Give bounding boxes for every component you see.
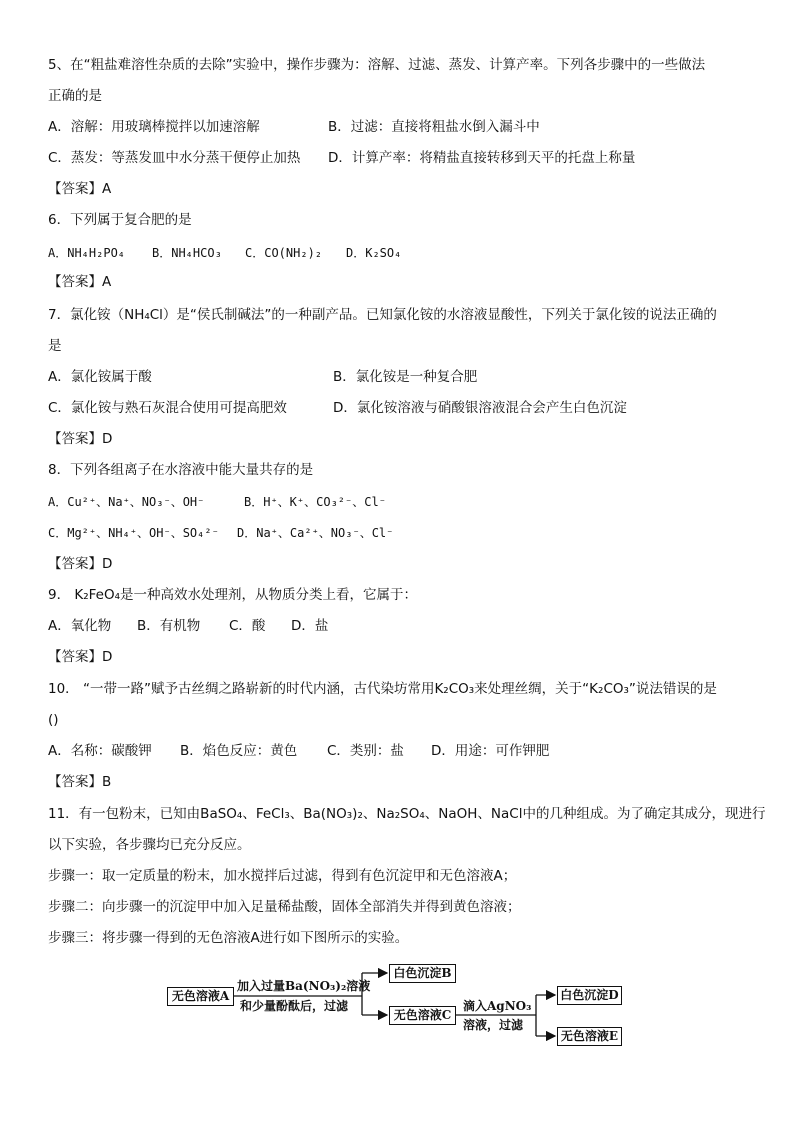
q10-option-a: A．名称：碳酸钾 xyxy=(48,743,152,759)
flow-label-step1-line2: 和少量酚酞后，过滤 xyxy=(240,999,349,1013)
flow-box-solution-e: 无色溶液E xyxy=(557,1027,622,1046)
q5-answer: 【答案】A xyxy=(48,181,112,197)
q8-stem: 8．下列各组离子在水溶液中能大量共存的是 xyxy=(48,462,314,478)
q7-stem-line1: 7．氯化铵（NH₄Cl）是“侯氏制碱法”的一种副产品。已知氯化铵的水溶液显酸性，下列关于氯化铵的说法正确的 xyxy=(48,307,717,323)
q9-option-d: D．盐 xyxy=(291,618,329,634)
q7-option-c: C．氯化铵与熟石灰混合使用可提高肥效 xyxy=(48,400,287,416)
q8-option-c: C．Mg²⁺、NH₄⁺、OH⁻、SO₄²⁻ xyxy=(48,526,219,540)
q10-option-b: B．焰色反应：黄色 xyxy=(180,743,298,759)
q5-option-c: C．蒸发：等蒸发皿中水分蒸干便停止加热 xyxy=(48,150,301,166)
q8-option-b: B．H⁺、K⁺、CO₃²⁻、Cl⁻ xyxy=(244,495,386,509)
q7-option-d: D．氯化铵溶液与硝酸银溶液混合会产生白色沉淀 xyxy=(333,400,627,416)
q6-stem: 6．下列属于复合肥的是 xyxy=(48,212,192,228)
q11-step-3: 步骤三：将步骤一得到的无色溶液A进行如下图所示的实验。 xyxy=(48,930,409,946)
q6-option-d: D．K₂SO₄ xyxy=(346,246,402,260)
q6-answer: 【答案】A xyxy=(48,274,112,290)
q11-step-2: 步骤二：向步骤一的沉淀甲中加入足量稀盐酸，固体全部消失并得到黄色溶液； xyxy=(48,899,521,915)
q10-option-c: C．类别：盐 xyxy=(327,743,404,759)
q7-option-a: A．氯化铵属于酸 xyxy=(48,369,152,385)
q9-stem: 9． K₂FeO₄是一种高效水处理剂，从物质分类上看，它属于： xyxy=(48,587,418,603)
q10-stem-line1: 10． “一带一路”赋予古丝绸之路崭新的时代内涵，古代染坊常用K₂CO₃来处理丝绸，关于“K₂CO₃”说法错误的是 xyxy=(48,681,717,697)
flow-box-precipitate-b: 白色沉淀B xyxy=(389,964,456,983)
q9-answer: 【答案】D xyxy=(48,649,113,665)
q7-answer: 【答案】D xyxy=(48,431,113,447)
flow-box-solution-c: 无色溶液C xyxy=(389,1006,456,1025)
q9-option-b: B．有机物 xyxy=(137,618,201,634)
q9-option-a: A．氧化物 xyxy=(48,618,112,634)
q10-stem-line2: () xyxy=(48,712,59,728)
q6-option-a: A．NH₄H₂PO₄ xyxy=(48,246,126,260)
q5-option-d: D．计算产率：将精盐直接转移到天平的托盘上称量 xyxy=(328,150,636,166)
q8-option-d: D．Na⁺、Ca²⁺、NO₃⁻、Cl⁻ xyxy=(237,526,394,540)
q7-stem-line2: 是 xyxy=(48,338,62,354)
q11-step-1: 步骤一：取一定质量的粉末，加水搅拌后过滤，得到有色沉淀甲和无色溶液A； xyxy=(48,868,517,884)
q5-stem-line2: 正确的是 xyxy=(48,88,102,104)
q5-option-a: A．溶解：用玻璃棒搅拌以加速溶解 xyxy=(48,119,260,135)
flow-label-step2-line1: 滴入AgNO₃ xyxy=(463,999,532,1013)
flow-label-step1-line1: 加入过量Ba(NO₃)₂溶液 xyxy=(237,979,371,993)
q9-option-c: C．酸 xyxy=(229,618,266,634)
q5-stem-line1: 5、在“粗盐难溶性杂质的去除”实验中，操作步骤为：溶解、过滤、蒸发、计算产率。下列各步骤中的一些做法 xyxy=(48,57,706,73)
q10-answer: 【答案】B xyxy=(48,774,112,790)
q5-option-b: B．过滤：直接将粗盐水倒入漏斗中 xyxy=(328,119,540,135)
flow-box-precipitate-d: 白色沉淀D xyxy=(557,986,622,1005)
q11-stem-line2: 以下实验，各步骤均已充分反应。 xyxy=(48,837,251,853)
q8-answer: 【答案】D xyxy=(48,556,113,572)
q7-option-b: B．氯化铵是一种复合肥 xyxy=(333,369,478,385)
q6-option-c: C．CO(NH₂)₂ xyxy=(245,246,323,260)
q6-option-b: B．NH₄HCO₃ xyxy=(152,246,222,260)
flow-box-solution-a: 无色溶液A xyxy=(167,987,234,1006)
q11-stem-line1: 11．有一包粉末，已知由BaSO₄、FeCl₃、Ba(NO₃)₂、Na₂SO₄、NaOH、NaCl中的几种组成。为了确定其成分，现进行 xyxy=(48,806,766,822)
q8-option-a: A．Cu²⁺、Na⁺、NO₃⁻、OH⁻ xyxy=(48,495,205,509)
flow-label-step2-line2: 溶液，过滤 xyxy=(463,1018,524,1032)
q10-option-d: D．用途：可作钾肥 xyxy=(431,743,550,759)
